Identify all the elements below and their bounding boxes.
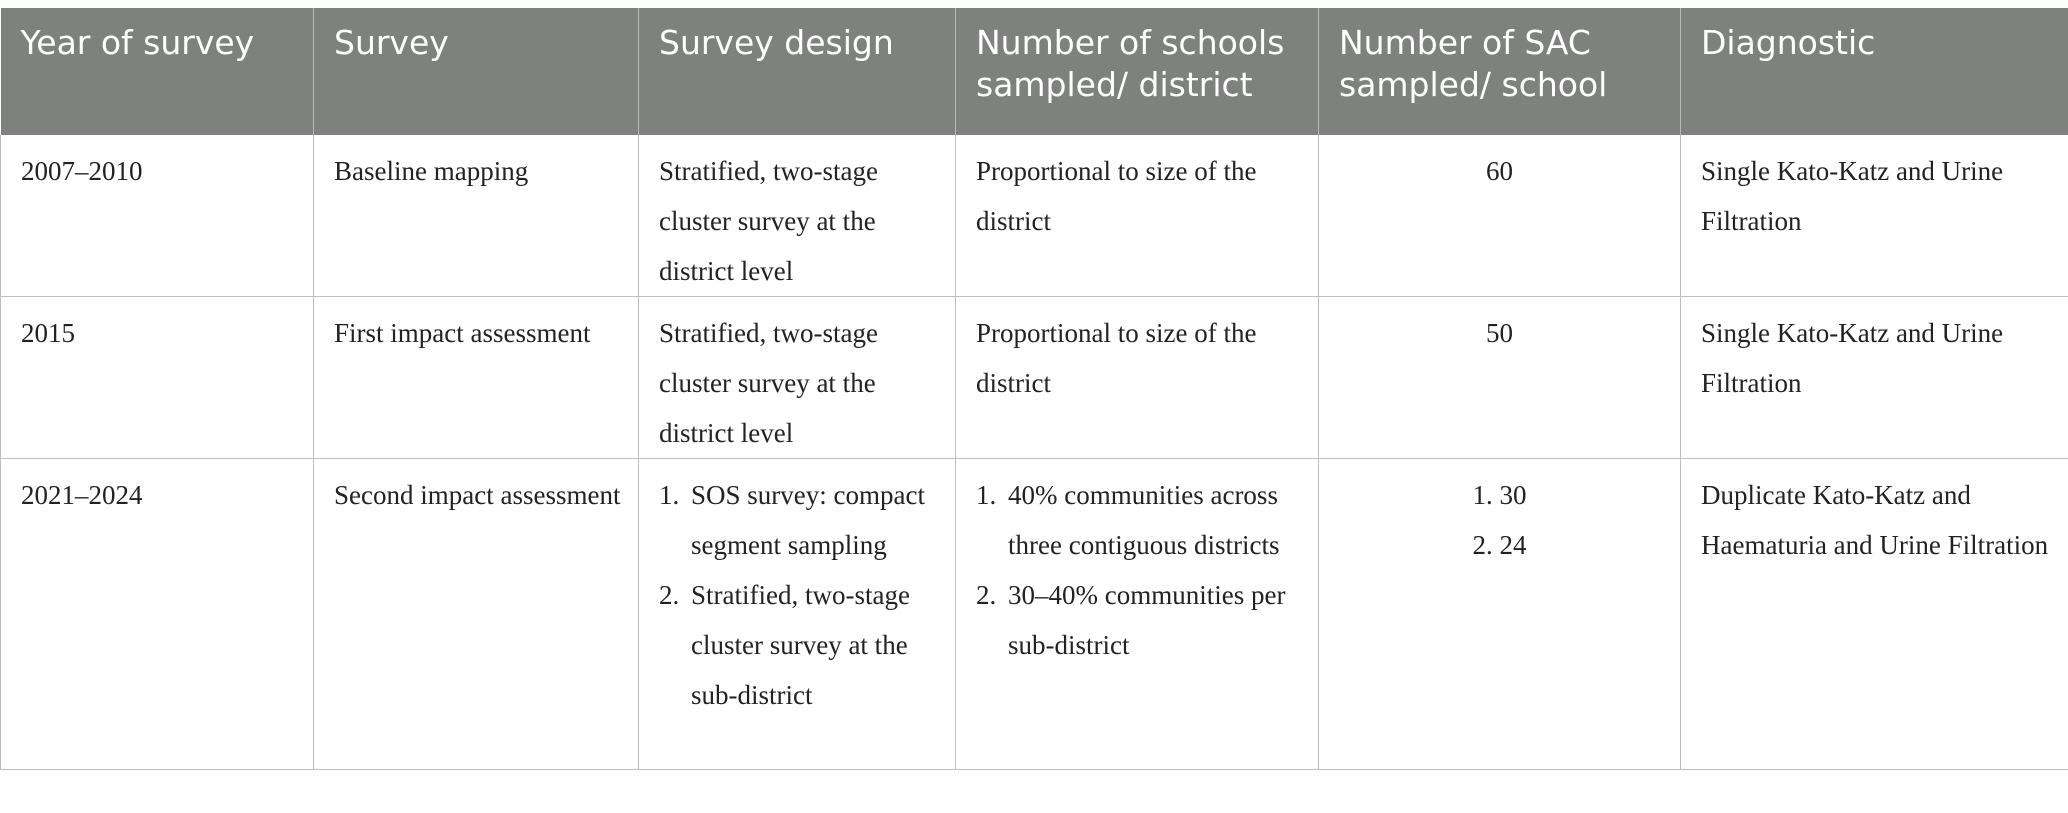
header-row xyxy=(1,8,2068,135)
header-diagnostic: Diagnostic xyxy=(1681,8,2068,135)
cell-design xyxy=(639,459,956,770)
table-row xyxy=(1,459,2068,770)
list-item xyxy=(976,570,1306,670)
list-number: 2. xyxy=(659,580,680,610)
cell-schools: Proportional to size of the district xyxy=(956,297,1319,459)
list-text: 40% communities across three contiguous districts xyxy=(1008,480,1280,560)
list-item xyxy=(976,470,1306,570)
cell-schools xyxy=(956,459,1319,770)
cell-sac: 60 xyxy=(1319,135,1681,297)
sac-value: 1. 30 xyxy=(1472,480,1527,510)
cell-year: 2021–2024 xyxy=(1,459,314,770)
list-number: 1. xyxy=(659,480,680,510)
table-body xyxy=(1,135,2068,770)
cell-survey: Second impact assessment xyxy=(314,459,639,770)
header-year-of-survey: Year of survey xyxy=(1,8,314,135)
cell-sac: 50 xyxy=(1319,297,1681,459)
list-item xyxy=(659,470,943,570)
table-row xyxy=(1,297,2068,459)
header-survey: Survey xyxy=(314,8,639,135)
cell-diagnostic: Duplicate Kato-Katz and Haematuria and Urine Filtration xyxy=(1681,459,2068,770)
survey-table xyxy=(0,8,2068,770)
table-header xyxy=(1,8,2068,135)
cell-sac xyxy=(1319,459,1681,770)
cell-survey: Baseline mapping xyxy=(314,135,639,297)
cell-design: Stratified, two-stage cluster survey at the district level xyxy=(639,297,956,459)
cell-design: Stratified, two-stage cluster survey at the district level xyxy=(639,135,956,297)
cell-year: 2007–2010 xyxy=(1,135,314,297)
list-number: 2. xyxy=(976,580,997,610)
cell-diagnostic: Single Kato-Katz and Urine Filtration xyxy=(1681,135,2068,297)
header-sac-sampled: Number of SAC sampled/ school xyxy=(1319,8,1681,135)
table-row xyxy=(1,135,2068,297)
list-text: SOS survey: compact segment sampling xyxy=(691,480,925,560)
header-schools-sampled: Number of schools sampled/ district xyxy=(956,8,1319,135)
list-text: Stratified, two-stage cluster survey at the sub-district xyxy=(691,580,910,710)
schools-list xyxy=(976,470,1306,670)
cell-diagnostic: Single Kato-Katz and Urine Filtration xyxy=(1681,297,2068,459)
header-survey-design: Survey design xyxy=(639,8,956,135)
list-number: 1. xyxy=(976,480,997,510)
sac-value: 2. 24 xyxy=(1472,530,1527,560)
list-text: 30–40% communities per sub-district xyxy=(1008,580,1286,660)
cell-survey: First impact assessment xyxy=(314,297,639,459)
cell-year: 2015 xyxy=(1,297,314,459)
list-item xyxy=(659,570,943,720)
cell-schools: Proportional to size of the district xyxy=(956,135,1319,297)
design-list xyxy=(659,470,943,720)
